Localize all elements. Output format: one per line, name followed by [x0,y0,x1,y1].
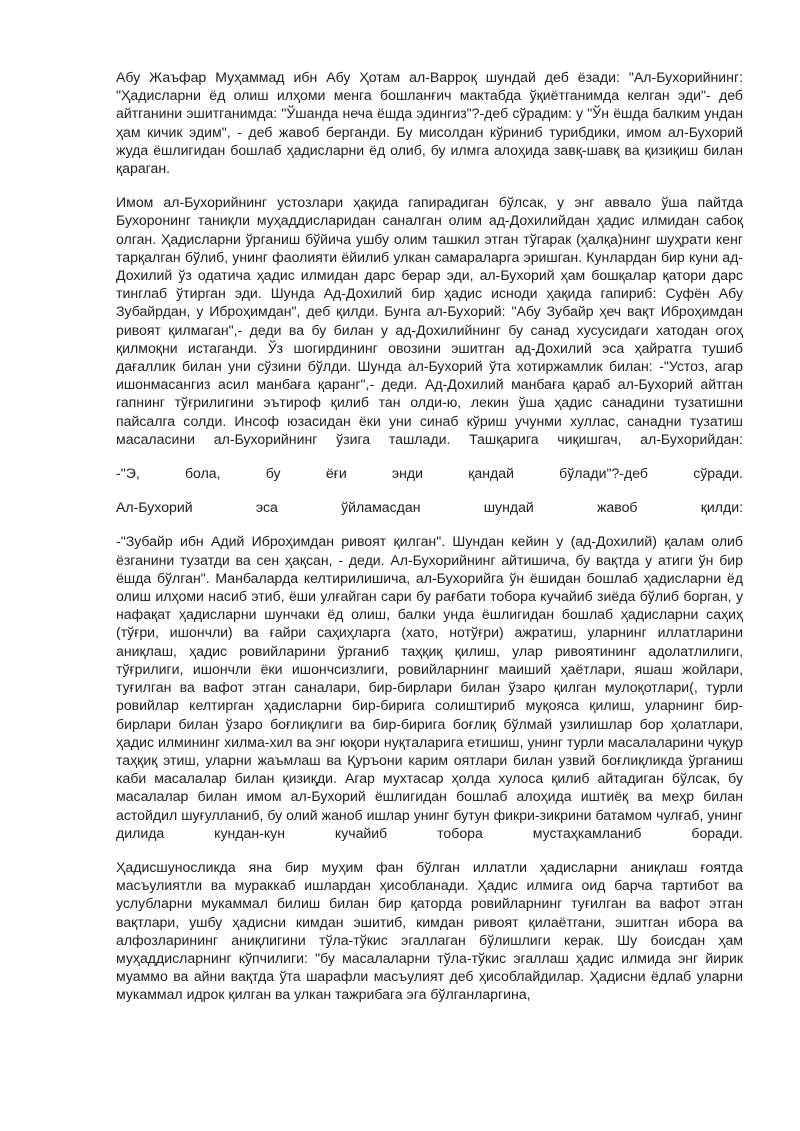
paragraph-5: -"Зубайр ибн Адий Иброҳимдан ривоят қилган". Шундан кейин у (ад-Дохилий) қалам олиб ёзганини тузатди ва сен ҳақсан, - деди. Ал-Бухорийнинг айтишича, бу вақтда у атиги ўн бир ёшда бўлган". Манбаларда келтирилишича, ал-Бухорийга ўн ёшидан бошлаб ҳадисларни ёд олиш илҳоми насиб этиб, ёши улғайган сари бу рағбати тобора кучайиб зиёда бўлиб борган, у нафақат ҳадисларни шунчаки ёд олиш, балки унда ёшлигидан бошлаб ҳадисларни саҳиҳ (тўғри, ишончли) ва ғайри саҳиҳларга (хато, нотўғри) ажратиш, уларнинг иллатларини аниқлаш, ҳадис ровийларини ўрганиб таҳқиқ қилиш, улар ривоятининг адолатлилиги, тўғрилиги, ишончли ёки ишончсизлиги, ровийларнинг маиший ҳаётлари, яшаш жойлари, туғилган ва вафот этган саналари, бир-бирлари билан ўзаро қилган мулоқотлари(, турли ровийлар келтирган ҳадисларни бир-бирига солиштириб муқояса қилиш, уларнинг бир-бирлари билан ўзаро боғлиқлиги ва бир-бирига боғлиқ бўлмай узилишлар бор ҳолатлари, ҳадис илмининг хилма-хил ва энг юқори нуқталарига етишиш, унинг турли масалаларини чуқур таҳқиқ этиш, уларни жаъмлаш ва Қуръони карим оятлари билан узвий боғлиқликда ўрганиш каби масалалар билан қизиқди. Агар мухтасар ҳолда хулоса қилиб айтадиган бўлсак, бу масалалар билан имом ал-Бухорий ёшлигидан бошлаб алоҳида иштиёқ ва меҳр билан астойдил шуғулланиб, бу олий жаноб ишлар унинг бутун фикри-зикрини батамом чулғаб, унинг дилида кундан-кун кучайиб тобора мустаҳкамланиб боради. [116,533,743,841]
paragraph-3: -"Э, бола, бу ёғи энди қандай бўлади"?-деб сўради. [116,465,743,482]
paragraph-4: Ал-Бухорий эса ўйламасдан шундай жавоб қилди: [116,499,743,516]
paragraph-2: Имом ал-Бухорийнинг устозлари ҳақида гапирадиган бўлсак, у энг аввало ўша пайтда Бухоронинг таниқли муҳаддисларидан саналган олим ад-Дохилийдан ҳадис илмидан сабоқ олган. Ҳадисларни ўрганиш бўйича ушбу олим ташкил этган тўгарак (ҳалқа)нинг шуҳрати кенг тарқалган бўлиб, унинг фаолияти ёйилиб улкан самараларга эришган. Кунлардан бир куни ад-Дохилий ўз одатича ҳадис илмидан дарс берар эди, ал-Бухорий ҳам бошқалар қатори дарс тинглаб ўтирган эди. Шунда Ад-Дохилий бир ҳадис исноди ҳақида гапириб: Суфён Абу Зубайрдан, у Иброҳимдан", деб қилди. Бунга ал-Бухорий: "Абу Зубайр ҳеч вақт Иброҳимдан ривоят қилмаган",- деди ва бу билан у ад-Дохилийнинг бу санад хусусидаги хатодан огоҳ қилмоқни истаганди. Ўз шогирдининг овозини эшитган ад-Дохилий эса ҳайратга тушиб дағаллик билан уни сўзини бўлди. Шунда ал-Бухорий ўта хотиржамлик билан: -"Устоз, агар ишонмасангиз асил манбаға қаранг",- деди. Ад-Дохилий манбаға қараб ал-Бухорий айтган гапнинг тўғрилигини эътироф қилиб тан олди-ю, лекин ўша ҳадис санадини тузатишни пайсалга солди. Инсоф юзасидан ёки уни синаб кўриш учунми хуллас, санадни тузатиш масаласини ал-Бухорийнинг ўзига ташлади. Ташқарига чиқишгач, ал-Бухорийдан: [116,194,743,447]
paragraph-6: Ҳадисшуносликда яна бир муҳим фан бўлган иллатли ҳадисларни аниқлаш ғоятда масъулиятли ва мураккаб ишлардан ҳисобланади. Ҳадис илмига оид барча тартибот ва услубларни мукаммал билиш билан бир қаторда ровийларнинг туғилган ва вафот этган вақтлари, ушбу ҳадисни кимдан эшитиб, кимдан ривоят қилаётгани, эшитган ибора ва алфозларининг аниқлигини тўла-тўкис эгаллаган бўлишлиги керак. Шу боисдан ҳам муҳаддисларнинг кўпчилиги: "бу масалаларни тўла-тўкис эгаллаш ҳадис илмида энг йирик муаммо ва айни вақтда ўта шарафли масъулият деб ҳисоблайдилар. Ҳадисни ёдлаб уларни мукаммал идрок қилган ва улкан тажрибага эга бўлганларгина, [116,858,743,1003]
document-page [116,68,743,1004]
paragraph-1: Абу Жаъфар Муҳаммад ибн Абу Ҳотам ал-Варроқ шундай деб ёзади: "Ал-Бухорийнинг: "Ҳадисларни ёд олиш илҳоми менга бошланғич мактабда ўқиётганимда келган эди"- деб айтганини эшитганимда: "Ўшанда неча ёшда эдингиз"?-деб сўрадим: у "Ўн ёшда балким ундан ҳам кичик эдим", - деб жавоб берганди. Бу мисолдан кўриниб турибдики, имом ал-Бухорий жуда ёшлигидан бошлаб ҳадисларни ёд олиб, бу илмга алоҳида завқ-шавқ ва қизиқиш билан қараган. [116,69,743,177]
